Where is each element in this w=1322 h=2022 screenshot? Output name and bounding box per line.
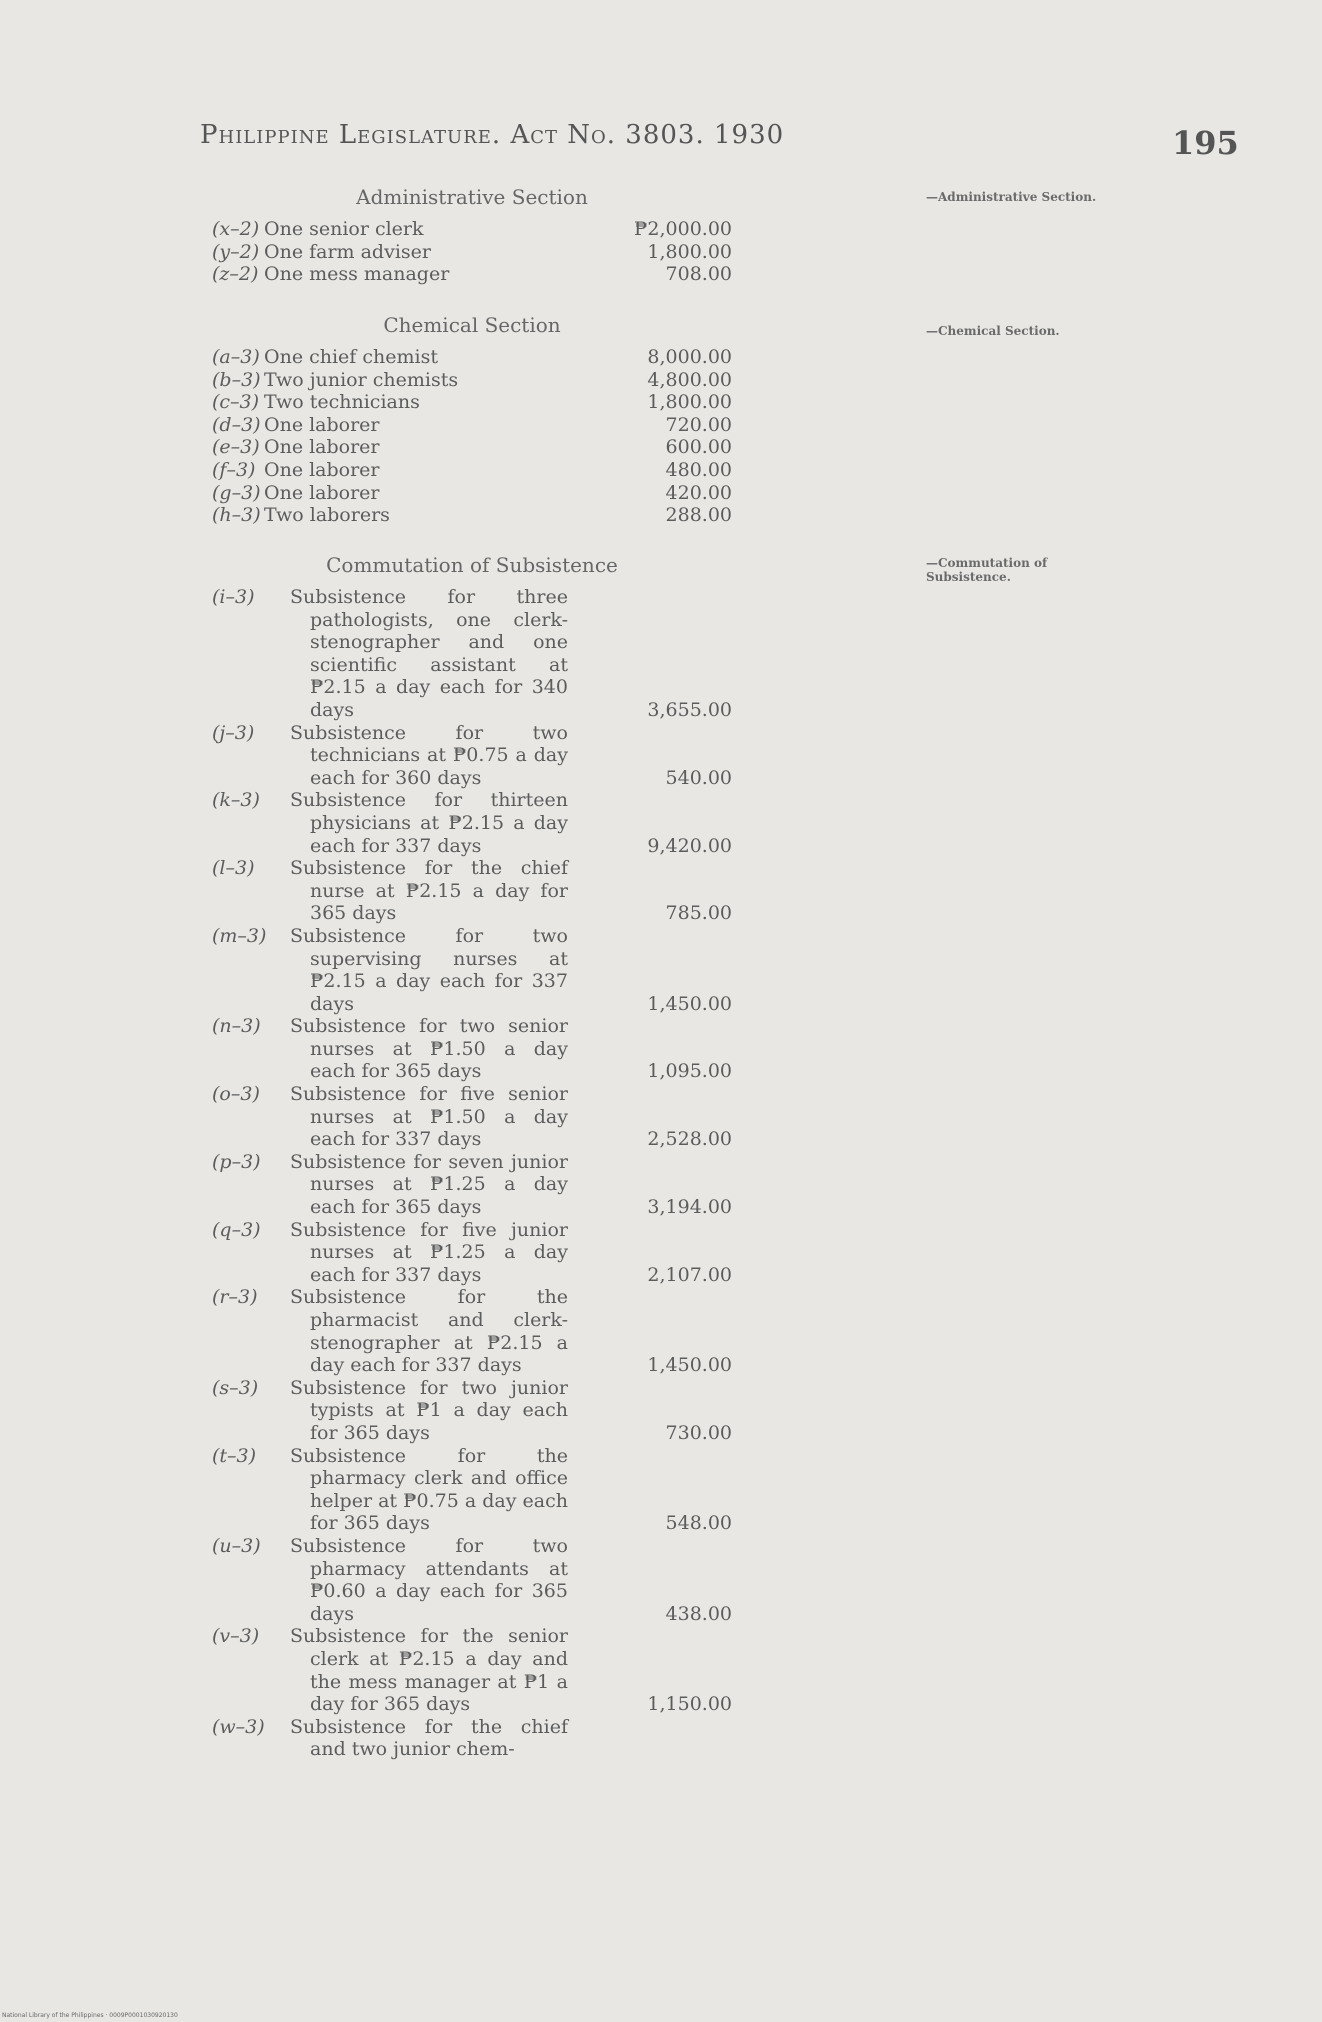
item-text: One farm adviser [264, 240, 431, 263]
line-item [212, 241, 732, 264]
commutation-items [212, 586, 732, 1761]
subsistence-item [212, 1377, 732, 1445]
item-amount: 600.00 [665, 436, 732, 459]
item-amount: 1,800.00 [647, 391, 732, 414]
line-item [212, 459, 732, 482]
line-item [212, 436, 732, 459]
item-amount: 8,000.00 [647, 346, 732, 368]
item-amount: 785.00 [665, 902, 732, 925]
item-amount: 2,528.00 [647, 1128, 732, 1151]
administrative-rows [212, 218, 732, 286]
subsistence-item [212, 586, 732, 722]
item-amount: 4,800.00 [647, 368, 732, 391]
item-text: Subsistence for the pharmacy clerk and office helper at ₱0.75 a day each for 365 days [290, 1444, 568, 1535]
running-head: Philippine Legislature. Act No. 3803. 1930 [200, 120, 785, 150]
margin-note-commutation: —Commutation of Subsistence. [926, 556, 1048, 584]
subsistence-item [212, 857, 732, 925]
line-item [212, 346, 732, 369]
item-amount: 1,150.00 [647, 1693, 732, 1716]
item-label: (h–3) [212, 504, 261, 527]
line-item [212, 391, 732, 414]
item-text: Subsistence for two senior nurses at ₱1.50 a day each for 365 days [290, 1015, 568, 1083]
line-item [212, 414, 732, 437]
commutation-section [212, 552, 732, 1761]
item-label: (e–3) [212, 436, 260, 459]
line-item [212, 263, 732, 286]
item-amount: 730.00 [665, 1421, 732, 1444]
item-text: Subsistence for thirteen physicians at ₱2.15 a day each for 337 days [290, 789, 568, 857]
subsistence-item [212, 1151, 732, 1219]
section-title: Administrative Section [356, 185, 588, 209]
item-amount: 1,095.00 [647, 1060, 732, 1083]
item-text: Subsistence for the chief nurse at ₱2.15 a day for 365 days [290, 857, 568, 925]
item-text: Subsistence for two supervising nurses at ₱2.15 a day each for 337 days [290, 924, 568, 1015]
chemical-rows [212, 346, 732, 527]
item-text: Two technicians [264, 391, 420, 414]
item-label: (s–3) [212, 1376, 259, 1399]
item-label: (z–2) [212, 263, 259, 286]
item-label: (f–3) [212, 458, 256, 481]
item-label: (k–3) [212, 789, 260, 812]
item-amount: 288.00 [665, 504, 732, 527]
item-label: (q–3) [212, 1218, 261, 1241]
item-label: (j–3) [212, 721, 255, 744]
item-label: (p–3) [212, 1150, 261, 1173]
item-label: (a–3) [212, 346, 260, 368]
item-amount: 1,450.00 [647, 1354, 732, 1377]
subsistence-item [212, 1015, 732, 1083]
item-text: One senior clerk [264, 218, 424, 240]
subsistence-item [212, 1716, 732, 1761]
item-amount: ₱2,000.00 [633, 218, 732, 240]
item-text: Subsistence for five senior nurses at ₱1.50 a day each for 337 days [290, 1083, 568, 1151]
subsistence-item [212, 1535, 732, 1625]
subsistence-item [212, 722, 732, 790]
item-label: (c–3) [212, 391, 260, 414]
section-title: Commutation of Subsistence [326, 553, 618, 577]
item-text: One laborer [264, 481, 380, 504]
item-text: One chief chemist [264, 346, 438, 368]
item-text: Two junior chemists [264, 368, 459, 391]
item-text: Subsistence for the chief and two junior chem- [290, 1715, 568, 1761]
line-item [212, 504, 732, 527]
item-amount: 420.00 [665, 481, 732, 504]
item-label: (x–2) [212, 218, 260, 240]
subsistence-item [212, 1083, 732, 1151]
item-text: Subsistence for five junior nurses at ₱1.25 a day each for 337 days [290, 1218, 568, 1286]
item-amount: 540.00 [665, 766, 732, 789]
line-item [212, 369, 732, 392]
item-text: Subsistence for two pharmacy attendants at ₱0.60 a day each for 365 days [290, 1534, 568, 1625]
item-label: (w–3) [212, 1715, 265, 1738]
line-item [212, 482, 732, 505]
item-amount: 438.00 [665, 1602, 732, 1625]
subsistence-item [212, 1445, 732, 1535]
item-amount: 9,420.00 [647, 834, 732, 857]
item-amount: 480.00 [665, 458, 732, 481]
item-label: (d–3) [212, 413, 261, 436]
page-number: 195 [1172, 124, 1239, 162]
item-amount: 720.00 [665, 413, 732, 436]
item-text: Two laborers [264, 504, 390, 527]
item-amount: 708.00 [665, 263, 732, 286]
margin-note-administrative: —Administrative Section. [926, 190, 1097, 204]
item-label: (m–3) [212, 924, 267, 947]
subsistence-item [212, 1625, 732, 1715]
item-text: Subsistence for two junior typists at ₱1 a day each for 365 days [290, 1376, 568, 1444]
item-text: Subsistence for the senior clerk at ₱2.15 a day and the mess manager at ₱1 a day for 365 days [290, 1625, 568, 1716]
footer-credit: National Library of the Philippines · 0009P0001030920130 [2, 2012, 178, 2019]
section-title: Chemical Section [383, 313, 561, 337]
item-text: Subsistence for two technicians at ₱0.75 a day each for 360 days [290, 721, 568, 789]
item-amount: 1,450.00 [647, 992, 732, 1015]
item-label: (y–2) [212, 240, 260, 263]
item-amount: 2,107.00 [647, 1263, 732, 1286]
item-amount: 1,800.00 [647, 240, 732, 263]
line-item [212, 218, 732, 241]
item-amount: 548.00 [665, 1512, 732, 1535]
item-amount: 3,655.00 [647, 698, 732, 721]
subsistence-item [212, 925, 732, 1015]
subsistence-item [212, 789, 732, 857]
margin-note-chemical: —Chemical Section. [926, 324, 1060, 338]
item-text: Subsistence for seven junior nurses at ₱1.25 a day each for 365 days [290, 1150, 568, 1219]
item-text: Subsistence for the pharmacist and clerk-stenographer at ₱2.15 a day each for 337 days [290, 1286, 568, 1377]
item-label: (t–3) [212, 1444, 257, 1467]
item-text: Subsistence for three pathologists, one clerk-stenographer and one scientific assistant at ₱2.15 a day each for 340 days [290, 586, 568, 721]
item-label: (n–3) [212, 1015, 261, 1038]
item-amount: 3,194.00 [647, 1196, 732, 1219]
item-label: (o–3) [212, 1083, 260, 1106]
item-label: (l–3) [212, 857, 255, 880]
chemical-section [212, 312, 732, 527]
item-text: One laborer [264, 458, 380, 481]
administrative-section [212, 184, 732, 286]
item-label: (b–3) [212, 368, 261, 391]
subsistence-item [212, 1286, 732, 1376]
item-label: (r–3) [212, 1286, 258, 1309]
item-text: One mess manager [264, 263, 450, 286]
subsistence-item [212, 1219, 732, 1287]
item-text: One laborer [264, 436, 380, 459]
item-label: (u–3) [212, 1534, 261, 1557]
item-label: (v–3) [212, 1625, 260, 1648]
item-label: (g–3) [212, 481, 261, 504]
item-text: One laborer [264, 413, 380, 436]
item-label: (i–3) [212, 586, 255, 608]
